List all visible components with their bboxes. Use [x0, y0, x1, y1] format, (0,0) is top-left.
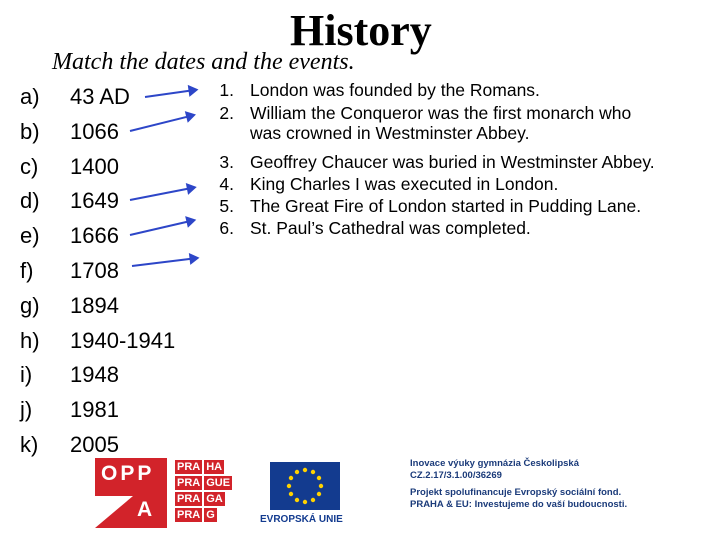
event-item [200, 218, 720, 238]
event-item [200, 80, 720, 100]
eu-label: EVROPSKÁ UNIE [260, 514, 343, 525]
event-item [200, 196, 720, 216]
event-item [200, 152, 720, 172]
date-year: 1400 [70, 153, 119, 179]
date-years-column [70, 80, 175, 463]
date-year: 1981 [70, 397, 119, 423]
opp-logo-cut [95, 496, 133, 528]
praha-logo-cell: HA [206, 461, 223, 473]
event-number: 1. [219, 80, 234, 100]
date-year: 43 AD [70, 84, 130, 109]
date-year: 2005 [70, 431, 119, 457]
praha-logo-cell: G [206, 509, 215, 521]
event-text: King Charles I was executed in London. [250, 174, 559, 194]
date-letter: i) [20, 362, 33, 388]
praha-logo-cell: PRA [177, 493, 201, 505]
event-text: The Great Fire of London started in Pudding Lane. [250, 196, 642, 216]
project-line: Projekt spolufinancuje Evropský sociální fond. [410, 487, 622, 498]
date-letter: c) [20, 153, 39, 179]
event-item [200, 103, 720, 143]
event-text: Geoffrey Chaucer was buried in Westminster Abbey. [250, 152, 655, 172]
opp-logo-text: OPP [101, 462, 155, 485]
date-letter: k) [20, 431, 39, 457]
project-line: CZ.2.17/3.1.00/36269 [410, 469, 502, 481]
praha-logo-cell: PRA [177, 477, 201, 489]
date-letter: e) [20, 223, 40, 249]
date-letters-column [20, 80, 40, 463]
date-year: 1666 [70, 223, 119, 249]
date-letter: f) [20, 257, 34, 283]
event-number: 5. [219, 196, 234, 216]
date-year: 1894 [70, 292, 119, 318]
date-letter: a) [20, 84, 40, 109]
page-title: History [290, 6, 432, 55]
project-line: PRAHA & EU: Investujeme do vaší budoucnosti. [410, 498, 628, 510]
event-text: London was founded by the Romans. [250, 80, 540, 100]
date-letter: g) [20, 292, 40, 318]
date-year: 1066 [70, 118, 119, 144]
date-year: 1649 [70, 188, 119, 214]
date-year: 1708 [70, 257, 119, 283]
date-letter: d) [20, 188, 40, 214]
project-info [410, 458, 627, 516]
date-letter: h) [20, 327, 40, 353]
event-item [200, 174, 720, 194]
event-number: 2. [219, 103, 234, 123]
events-list [200, 80, 720, 238]
date-year: 1948 [70, 362, 119, 388]
opp-praha-logo [95, 458, 167, 528]
event-number: 4. [219, 174, 234, 194]
praha-logo-cell: PRA [177, 509, 201, 521]
event-text: William the Conqueror was the first monarch who [250, 103, 632, 123]
event-number: 6. [219, 218, 234, 238]
date-letter: b) [20, 118, 40, 144]
date-year: 1940-1941 [70, 327, 176, 353]
event-number: 3. [219, 152, 234, 172]
praha-logo [175, 460, 231, 524]
praha-logo-cell: PRA [177, 461, 201, 473]
event-text: St. Paul’s Cathedral was completed. [250, 218, 531, 238]
opp-logo-letter: A [137, 498, 153, 521]
praha-logo-cell: GA [206, 493, 223, 505]
eu-flag-icon [270, 462, 340, 510]
project-line: Inovace výuky gymnázia Českolipská [410, 458, 579, 469]
instructions: Match the dates and the events. [52, 49, 355, 75]
date-letter: j) [20, 397, 33, 423]
event-text-continued: was crowned in Westminster Abbey. [250, 123, 530, 143]
praha-logo-cell: GUE [206, 477, 231, 489]
